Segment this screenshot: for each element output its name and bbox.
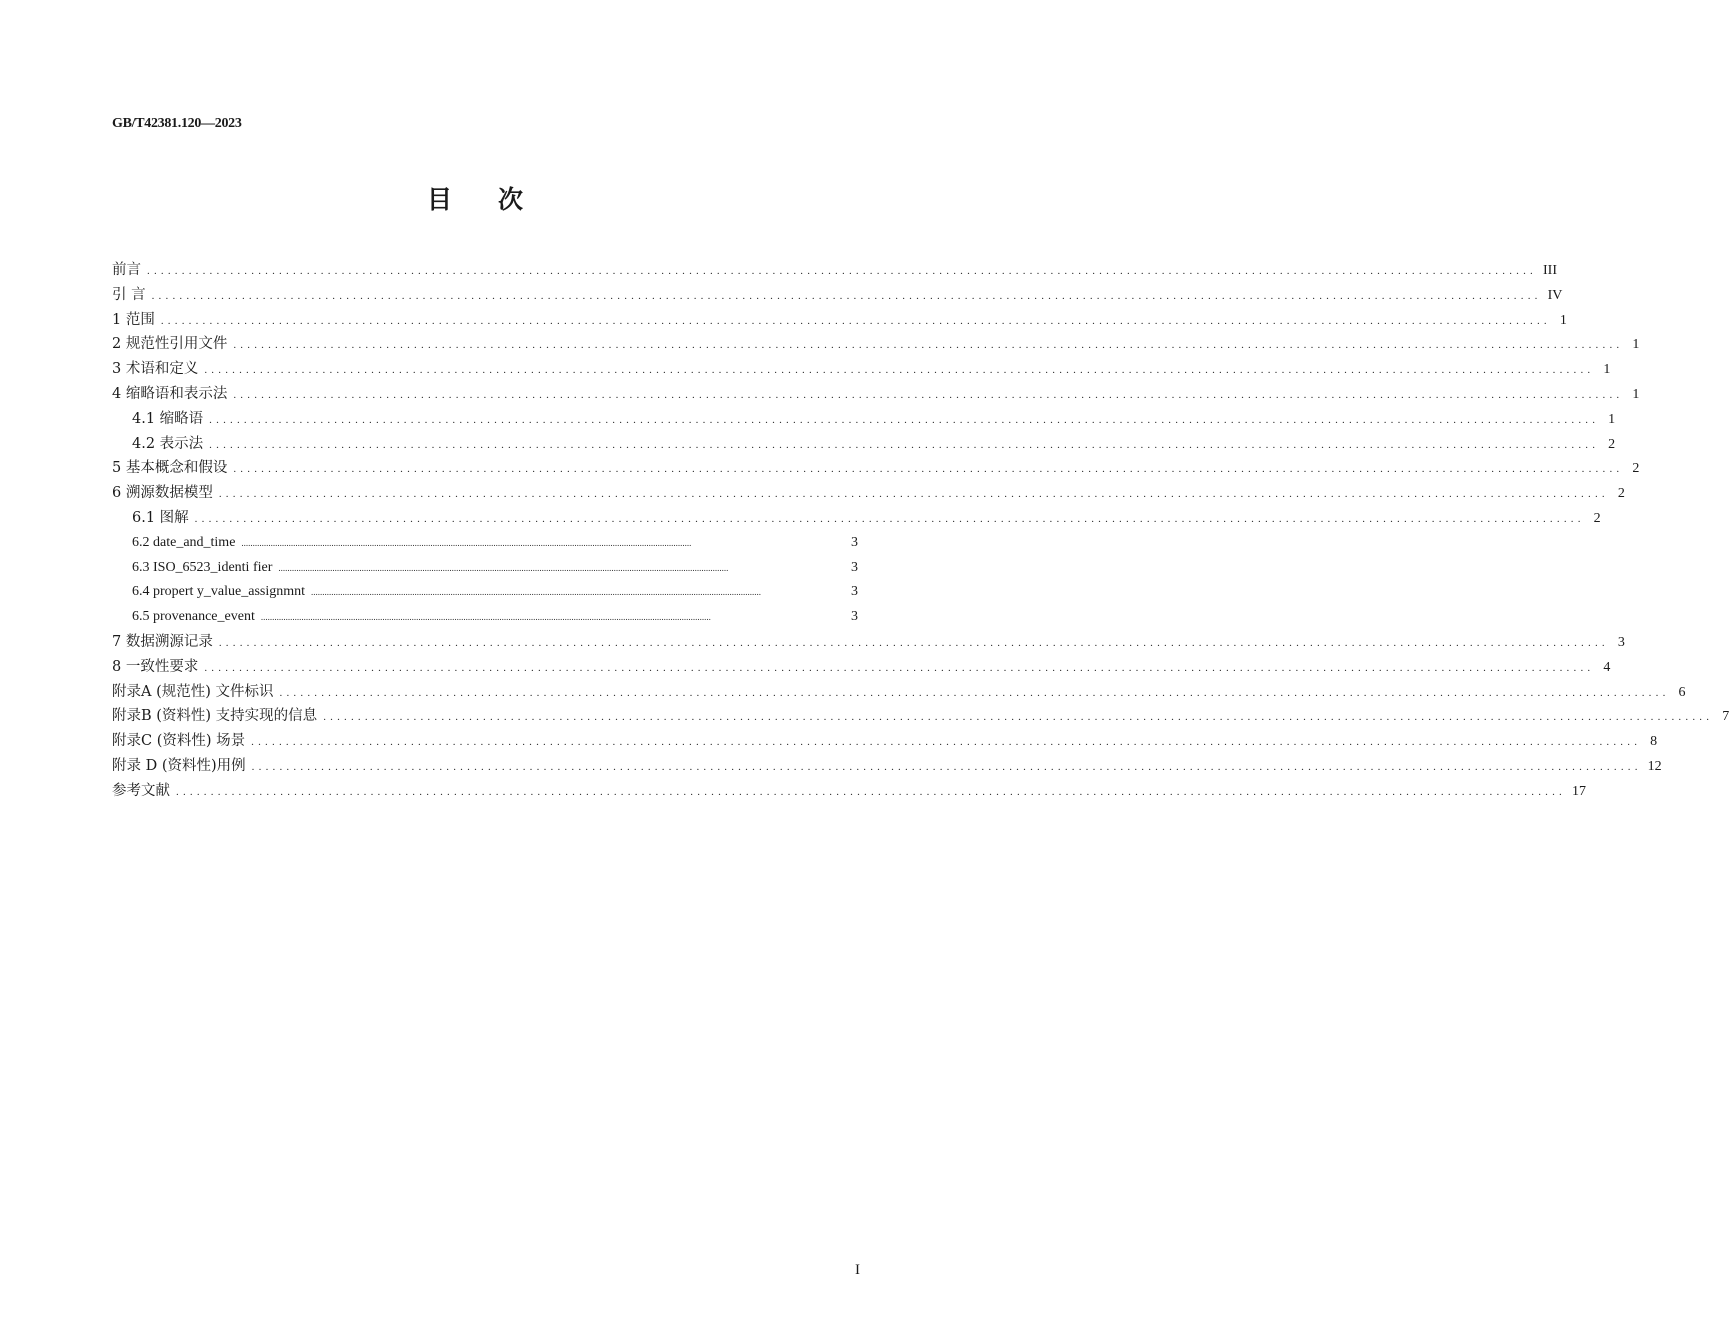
toc-leader-dots: ........................................................................................................................................................................................................ [251, 760, 1642, 773]
toc-entry[interactable] [112, 506, 1601, 531]
toc-entry-page: 3 [1617, 634, 1625, 650]
toc-entry-page: 8 [1650, 734, 1658, 750]
toc-entry[interactable] [112, 605, 858, 630]
toc-entry-label: 2 规范性引用文件 [112, 336, 228, 353]
toc-entry-label: 1 范围 [112, 311, 155, 328]
toc-entry-page: 17 [1572, 783, 1586, 799]
toc-entry-label: 引 言 [112, 286, 146, 303]
toc-entry-page: 2 [1593, 510, 1601, 526]
toc-leader-dots: ........................................................................................................................................................................................................ [151, 289, 1542, 302]
toc-entry-label: 4 缩略语和表示法 [112, 385, 228, 402]
toc-entry-page: 3 [851, 559, 858, 575]
page-number: I [855, 1262, 860, 1278]
toc-entry-label: 附录B (资料性) 支持实现的信息 [112, 708, 318, 725]
toc-entry[interactable] [112, 704, 1729, 729]
toc-title-part2: 次 [498, 185, 524, 214]
toc-entry[interactable] [112, 258, 1557, 283]
toc-entry-label: 6.4 propert y_value_assignmnt [132, 584, 306, 600]
toc-entry-page: 12 [1647, 758, 1662, 774]
toc-entry-page: 1 [1632, 337, 1640, 353]
toc-entry-label: 3 术语和定义 [112, 361, 199, 378]
toc-entry[interactable] [112, 283, 1563, 308]
toc-leader-dots: ........................................................................................................................................................................................................ [251, 736, 1642, 749]
toc-leader-dots: ........................................................................................................................................................................................................ [209, 438, 1600, 451]
toc-leader-dots: ........................................................................................................................................................................................................ [311, 587, 762, 598]
toc-leader-dots: ........................................................................................................................................................................................................ [233, 463, 1624, 476]
toc-leader-dots: ........................................................................................................................................................................................................ [204, 364, 1595, 377]
toc-entry-label: 6.3 ISO_6523_identi fier [132, 559, 273, 575]
toc-entry-page: 2 [1608, 436, 1616, 452]
toc-entry-label: 6 溯源数据模型 [112, 485, 213, 502]
toc-entry-label: 5 基本概念和假设 [112, 460, 228, 477]
toc-leader-dots: ........................................................................................................................................................................................................ [147, 265, 1537, 277]
toc-entry-page: 1 [1559, 312, 1567, 328]
toc-entry[interactable] [112, 382, 1640, 407]
toc-entry[interactable] [112, 580, 858, 605]
toc-entry-label: 6.1 图解 [132, 509, 189, 526]
toc-entry-page: 2 [1617, 486, 1625, 502]
toc-entry[interactable] [112, 432, 1616, 457]
table-of-contents [112, 258, 1729, 804]
toc-entry-page: 6 [1678, 684, 1686, 700]
toc-entry-page: 3 [851, 609, 858, 625]
toc-leader-dots: ........................................................................................................................................................................................................ [279, 686, 1670, 699]
toc-entry[interactable] [112, 357, 1611, 382]
toc-entry-label: 附录C (资料性) 场景 [112, 733, 246, 750]
toc-title-part1: 目 [426, 185, 452, 214]
toc-leader-dots: ........................................................................................................................................................................................................ [204, 661, 1595, 674]
document-code: GB/T42381.120—2023 [112, 116, 242, 131]
toc-entry[interactable] [112, 407, 1616, 432]
toc-entry-label: 前言 [112, 262, 141, 278]
toc-entry-label: 附录 D (资料性)用例 [112, 757, 246, 774]
toc-leader-dots: ........................................................................................................................................................................................................ [194, 512, 1585, 525]
toc-entry[interactable] [112, 531, 858, 556]
toc-entry[interactable] [112, 655, 1611, 680]
toc-entry-page: IV [1547, 287, 1563, 303]
toc-entry-label: 7 数据溯源记录 [112, 633, 213, 650]
toc-entry[interactable] [112, 308, 1567, 333]
toc-entry-page: III [1543, 263, 1557, 278]
toc-entry-label: 8 一致性要求 [112, 658, 199, 675]
toc-leader-dots: ........................................................................................................................................................................................................ [233, 388, 1624, 401]
toc-entry-label: 附录A (规范性) 文件标识 [112, 683, 274, 700]
toc-entry-label: 参考文献 [112, 782, 170, 799]
toc-entry[interactable] [112, 630, 1625, 655]
toc-entry-label: 6.2 date_and_time [132, 534, 236, 550]
toc-leader-dots: ........................................................................................................................................................................................................ [323, 711, 1714, 724]
toc-leader-dots: ........................................................................................................................................................................................................ [233, 339, 1624, 352]
toc-entry-page: 1 [1603, 362, 1611, 378]
toc-entry-page: 3 [851, 584, 858, 600]
toc-entry[interactable] [112, 556, 858, 581]
toc-leader-dots: ........................................................................................................................................................................................................ [278, 562, 729, 573]
toc-leader-dots: ........................................................................................................................................................................................................ [160, 314, 1551, 327]
toc-entry[interactable] [112, 729, 1658, 754]
toc-entry[interactable] [112, 754, 1662, 779]
toc-entry-page: 3 [851, 534, 858, 550]
toc-leader-dots: ........................................................................................................................................................................................................ [218, 636, 1609, 649]
toc-leader-dots: ........................................................................................................................................................................................................ [241, 537, 692, 548]
toc-entry[interactable] [112, 779, 1586, 804]
toc-entry-page: 4 [1603, 659, 1611, 675]
toc-entry[interactable] [112, 680, 1686, 705]
toc-leader-dots: ........................................................................................................................................................................................................ [218, 488, 1609, 501]
toc-entry-page: 2 [1632, 461, 1640, 477]
toc-entry[interactable] [112, 332, 1640, 357]
toc-leader-dots: ........................................................................................................................................................................................................ [260, 612, 711, 623]
toc-entry-label: 6.5 provenance_event [132, 609, 255, 625]
toc-leader-dots: ........................................................................................................................................................................................................ [209, 413, 1600, 426]
toc-entry[interactable] [112, 481, 1625, 506]
toc-title [0, 180, 950, 216]
toc-entry-page: 7 [1722, 709, 1729, 725]
toc-entry-label: 4.1 缩略语 [132, 410, 204, 427]
toc-entry[interactable] [112, 456, 1640, 481]
toc-entry-page: 1 [1608, 411, 1616, 427]
toc-leader-dots: ........................................................................................................................................................................................................ [176, 785, 1566, 798]
toc-entry-page: 1 [1632, 386, 1640, 402]
toc-entry-label: 4.2 表示法 [132, 435, 204, 452]
